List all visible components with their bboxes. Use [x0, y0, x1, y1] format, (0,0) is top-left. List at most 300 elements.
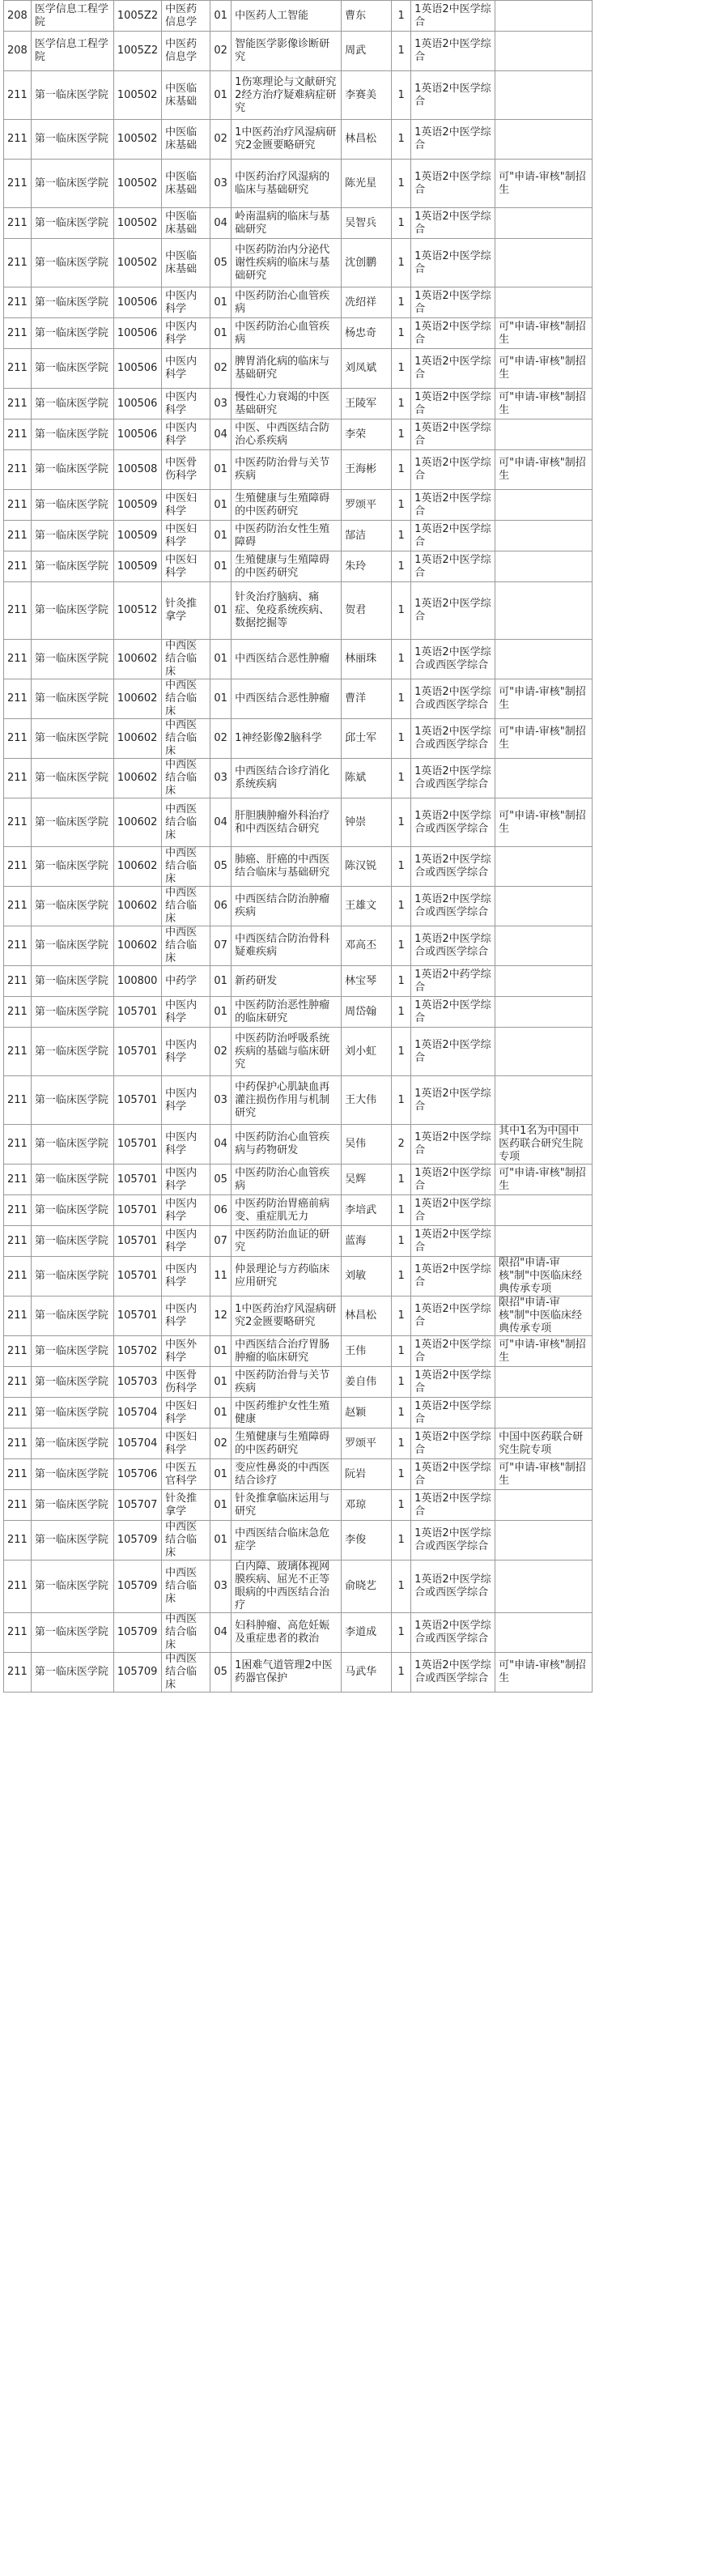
exam-subjects-cell: 1英语2中药学综合: [411, 966, 495, 997]
direction-cell: 中西医结合防治肿瘤疾病: [232, 887, 342, 926]
tutor-cell: 俞晓艺: [342, 1561, 392, 1613]
quota-cell: 1: [392, 1459, 411, 1490]
major-name-cell: 中医五官科学: [162, 1459, 210, 1490]
quota-cell: 1: [392, 419, 411, 450]
direction-code-cell: 01: [210, 318, 232, 349]
direction-code-cell: 04: [210, 1613, 232, 1653]
note-cell: [495, 1398, 593, 1429]
school-code-cell: 211: [4, 640, 32, 679]
table-row: [4, 389, 593, 419]
exam-subjects-cell: 1英语2中医学综合: [411, 1125, 495, 1165]
quota-cell: 1: [392, 349, 411, 389]
table-row: [4, 759, 593, 798]
tutor-cell: 王伟: [342, 1336, 392, 1367]
major-code-cell: 105701: [113, 1226, 161, 1257]
major-name-cell: 中医内科学: [162, 318, 210, 349]
school-code-cell: 211: [4, 1367, 32, 1398]
tutor-cell: 阮岩: [342, 1459, 392, 1490]
direction-code-cell: 01: [210, 640, 232, 679]
exam-subjects-cell: 1英语2中医学综合: [411, 450, 495, 490]
school-name-cell: 第一临床医学院: [31, 1028, 113, 1076]
tutor-cell: 李俊: [342, 1521, 392, 1561]
table-row: [4, 1165, 593, 1195]
direction-cell: 1中医药治疗风湿病研究2金匮要略研究: [232, 120, 342, 160]
tutor-cell: 王雄文: [342, 887, 392, 926]
quota-cell: 1: [392, 679, 411, 719]
note-cell: 可"申请-审核"制招生: [495, 160, 593, 208]
note-cell: [495, 32, 593, 71]
note-cell: [495, 1561, 593, 1613]
exam-subjects-cell: 1英语2中医学综合: [411, 1195, 495, 1226]
major-code-cell: 100506: [113, 318, 161, 349]
school-code-cell: 211: [4, 349, 32, 389]
school-code-cell: 211: [4, 1459, 32, 1490]
direction-code-cell: 04: [210, 798, 232, 847]
school-name-cell: 第一临床医学院: [31, 759, 113, 798]
note-cell: [495, 997, 593, 1028]
major-code-cell: 100502: [113, 71, 161, 120]
direction-code-cell: 05: [210, 1653, 232, 1692]
school-code-cell: 211: [4, 160, 32, 208]
quota-cell: 1: [392, 798, 411, 847]
school-name-cell: 第一临床医学院: [31, 1367, 113, 1398]
direction-code-cell: 02: [210, 120, 232, 160]
quota-cell: 1: [392, 1076, 411, 1125]
exam-subjects-cell: 1英语2中医学综合: [411, 1257, 495, 1297]
table-row: [4, 120, 593, 160]
major-name-cell: 中医妇科学: [162, 1429, 210, 1459]
school-code-cell: 211: [4, 582, 32, 640]
tutor-cell: 罗颂平: [342, 1429, 392, 1459]
table-row: [4, 1429, 593, 1459]
school-name-cell: 第一临床医学院: [31, 926, 113, 966]
school-code-cell: 211: [4, 1336, 32, 1367]
school-name-cell: 第一临床医学院: [31, 349, 113, 389]
exam-subjects-cell: 1英语2中医学综合: [411, 1367, 495, 1398]
major-code-cell: 105709: [113, 1561, 161, 1613]
quota-cell: 1: [392, 582, 411, 640]
major-name-cell: 中医临床基础: [162, 120, 210, 160]
major-code-cell: 100602: [113, 679, 161, 719]
tutor-cell: 杨忠奇: [342, 318, 392, 349]
exam-subjects-cell: 1英语2中医学综合: [411, 1, 495, 32]
quota-cell: 1: [392, 287, 411, 318]
quota-cell: 1: [392, 966, 411, 997]
major-name-cell: 针灸推拿学: [162, 582, 210, 640]
school-code-cell: 211: [4, 1429, 32, 1459]
note-cell: [495, 120, 593, 160]
major-name-cell: 中医内科学: [162, 1195, 210, 1226]
direction-code-cell: 01: [210, 1521, 232, 1561]
direction-cell: 中医药防治内分泌代谢性疾病的临床与基础研究: [232, 239, 342, 287]
major-name-cell: 中医骨伤科学: [162, 1367, 210, 1398]
quota-cell: 1: [392, 1429, 411, 1459]
tutor-cell: 王陵军: [342, 389, 392, 419]
major-name-cell: 中医内科学: [162, 1125, 210, 1165]
direction-cell: 中医药防治血证的研究: [232, 1226, 342, 1257]
direction-cell: 脾胃消化病的临床与基础研究: [232, 349, 342, 389]
direction-code-cell: 07: [210, 926, 232, 966]
quota-cell: 1: [392, 551, 411, 582]
direction-cell: 中西医结合防治骨科疑难疾病: [232, 926, 342, 966]
exam-subjects-cell: 1英语2中医学综合: [411, 389, 495, 419]
quota-cell: 1: [392, 490, 411, 521]
quota-cell: 1: [392, 450, 411, 490]
direction-code-cell: 01: [210, 551, 232, 582]
school-code-cell: 211: [4, 798, 32, 847]
school-name-cell: 第一临床医学院: [31, 719, 113, 759]
major-name-cell: 中医内科学: [162, 419, 210, 450]
exam-subjects-cell: 1英语2中医学综合: [411, 419, 495, 450]
table-row: [4, 521, 593, 551]
direction-code-cell: 01: [210, 1367, 232, 1398]
exam-subjects-cell: 1英语2中医学综合: [411, 1429, 495, 1459]
direction-code-cell: 01: [210, 679, 232, 719]
major-code-cell: 100509: [113, 551, 161, 582]
direction-cell: 中医药防治心血管疾病: [232, 1165, 342, 1195]
direction-code-cell: 01: [210, 1459, 232, 1490]
major-name-cell: 中医妇科学: [162, 1398, 210, 1429]
direction-code-cell: 02: [210, 349, 232, 389]
note-cell: 中国中医药联合研究生院专项: [495, 1429, 593, 1459]
direction-code-cell: 07: [210, 1226, 232, 1257]
table-row: [4, 419, 593, 450]
school-name-cell: 第一临床医学院: [31, 1653, 113, 1692]
direction-code-cell: 02: [210, 1429, 232, 1459]
school-code-cell: 211: [4, 1490, 32, 1521]
major-code-cell: 100602: [113, 926, 161, 966]
direction-code-cell: 01: [210, 1490, 232, 1521]
school-code-cell: 211: [4, 120, 32, 160]
quota-cell: 1: [392, 1195, 411, 1226]
note-cell: [495, 490, 593, 521]
major-code-cell: 1005Z2: [113, 32, 161, 71]
quota-cell: 1: [392, 120, 411, 160]
note-cell: 限招"申请-审核"制"中医临床经典传承专项: [495, 1257, 593, 1297]
major-name-cell: 中医内科学: [162, 1076, 210, 1125]
direction-code-cell: 01: [210, 582, 232, 640]
major-name-cell: 中西医结合临床: [162, 1521, 210, 1561]
exam-subjects-cell: 1英语2中医学综合: [411, 71, 495, 120]
direction-cell: 中医药防治骨与关节疾病: [232, 1367, 342, 1398]
quota-cell: 1: [392, 887, 411, 926]
major-name-cell: 中医临床基础: [162, 239, 210, 287]
school-code-cell: 211: [4, 679, 32, 719]
school-name-cell: 第一临床医学院: [31, 1429, 113, 1459]
major-name-cell: 中医内科学: [162, 1297, 210, 1336]
exam-subjects-cell: 1英语2中医学综合或西医学综合: [411, 1561, 495, 1613]
exam-subjects-cell: 1英语2中医学综合: [411, 521, 495, 551]
major-code-cell: 100509: [113, 521, 161, 551]
school-code-cell: 211: [4, 887, 32, 926]
quota-cell: 1: [392, 759, 411, 798]
tutor-cell: 吴智兵: [342, 208, 392, 239]
tutor-cell: 贺君: [342, 582, 392, 640]
major-code-cell: 100506: [113, 287, 161, 318]
school-name-cell: 第一临床医学院: [31, 1257, 113, 1297]
table-row: [4, 719, 593, 759]
major-code-cell: 100602: [113, 847, 161, 887]
direction-cell: 针灸治疗脑病、痛症、免疫系统疾病、数据挖掘等: [232, 582, 342, 640]
school-name-cell: 第一临床医学院: [31, 582, 113, 640]
direction-code-cell: 12: [210, 1297, 232, 1336]
quota-cell: 1: [392, 208, 411, 239]
direction-cell: 中西医结合恶性肿瘤: [232, 679, 342, 719]
school-name-cell: 第一临床医学院: [31, 1398, 113, 1429]
note-cell: [495, 966, 593, 997]
school-code-cell: 211: [4, 450, 32, 490]
major-code-cell: 100800: [113, 966, 161, 997]
tutor-cell: 沈创鹏: [342, 239, 392, 287]
direction-code-cell: 03: [210, 389, 232, 419]
quota-cell: 1: [392, 926, 411, 966]
table-row: [4, 1561, 593, 1613]
table-row: [4, 1613, 593, 1653]
direction-cell: 岭南温病的临床与基础研究: [232, 208, 342, 239]
direction-cell: 中西医结合恶性肿瘤: [232, 640, 342, 679]
school-code-cell: 211: [4, 847, 32, 887]
school-name-cell: 第一临床医学院: [31, 490, 113, 521]
major-code-cell: 105704: [113, 1429, 161, 1459]
exam-subjects-cell: 1英语2中医学综合: [411, 1165, 495, 1195]
tutor-cell: 曹洋: [342, 679, 392, 719]
school-name-cell: 第一临床医学院: [31, 1336, 113, 1367]
major-name-cell: 中医临床基础: [162, 71, 210, 120]
quota-cell: 1: [392, 1165, 411, 1195]
direction-cell: 中西医结合临床急危症学: [232, 1521, 342, 1561]
school-name-cell: 第一临床医学院: [31, 389, 113, 419]
direction-cell: 1伤寒理论与文献研究2经方治疗疑难病症研究: [232, 71, 342, 120]
major-name-cell: 中西医结合临床: [162, 847, 210, 887]
note-cell: 可"申请-审核"制招生: [495, 1653, 593, 1692]
exam-subjects-cell: 1英语2中医学综合: [411, 551, 495, 582]
major-code-cell: 105701: [113, 1028, 161, 1076]
direction-cell: 变应性鼻炎的中西医结合诊疗: [232, 1459, 342, 1490]
note-cell: 其中1名为中国中医药联合研究生院专项: [495, 1125, 593, 1165]
note-cell: 可"申请-审核"制招生: [495, 679, 593, 719]
note-cell: [495, 208, 593, 239]
school-code-cell: 208: [4, 1, 32, 32]
quota-cell: 2: [392, 1125, 411, 1165]
direction-cell: 中医、中西医结合防治心系疾病: [232, 419, 342, 450]
school-name-cell: 第一临床医学院: [31, 71, 113, 120]
direction-cell: 肺癌、肝癌的中西医结合临床与基础研究: [232, 847, 342, 887]
major-code-cell: 105706: [113, 1459, 161, 1490]
major-name-cell: 中西医结合临床: [162, 798, 210, 847]
school-code-cell: 211: [4, 490, 32, 521]
direction-code-cell: 06: [210, 1195, 232, 1226]
quota-cell: 1: [392, 1257, 411, 1297]
major-code-cell: 100602: [113, 719, 161, 759]
tutor-cell: 赵颖: [342, 1398, 392, 1429]
direction-cell: 生殖健康与生殖障碍的中医药研究: [232, 1429, 342, 1459]
major-name-cell: 中医内科学: [162, 1257, 210, 1297]
tutor-cell: 罗颂平: [342, 490, 392, 521]
school-name-cell: 第一临床医学院: [31, 1613, 113, 1653]
exam-subjects-cell: 1英语2中医学综合或西医学综合: [411, 926, 495, 966]
direction-cell: 中药保护心肌缺血再灌注损伤作用与机制研究: [232, 1076, 342, 1125]
quota-cell: 1: [392, 1613, 411, 1653]
direction-code-cell: 05: [210, 847, 232, 887]
major-code-cell: 105703: [113, 1367, 161, 1398]
major-code-cell: 100602: [113, 887, 161, 926]
quota-cell: 1: [392, 239, 411, 287]
school-code-cell: 211: [4, 208, 32, 239]
school-name-cell: 第一临床医学院: [31, 966, 113, 997]
direction-code-cell: 11: [210, 1257, 232, 1297]
direction-code-cell: 04: [210, 1125, 232, 1165]
direction-cell: 1困难气道管理2中医药器官保护: [232, 1653, 342, 1692]
note-cell: 可"申请-审核"制招生: [495, 349, 593, 389]
direction-cell: 中医药防治女性生殖障碍: [232, 521, 342, 551]
direction-code-cell: 02: [210, 32, 232, 71]
note-cell: 可"申请-审核"制招生: [495, 798, 593, 847]
table-row: [4, 1125, 593, 1165]
table-row: [4, 926, 593, 966]
tutor-cell: 周武: [342, 32, 392, 71]
direction-code-cell: 03: [210, 1076, 232, 1125]
direction-cell: 1神经影像2脑科学: [232, 719, 342, 759]
major-name-cell: 中医内科学: [162, 349, 210, 389]
major-code-cell: 100506: [113, 389, 161, 419]
direction-cell: 中西医结合治疗胃肠肿瘤的临床研究: [232, 1336, 342, 1367]
table-row: [4, 1653, 593, 1692]
major-code-cell: 100502: [113, 208, 161, 239]
table-row: [4, 1028, 593, 1076]
table-row: [4, 208, 593, 239]
major-code-cell: 105707: [113, 1490, 161, 1521]
direction-code-cell: 03: [210, 160, 232, 208]
exam-subjects-cell: 1英语2中医学综合: [411, 239, 495, 287]
table-row: [4, 1459, 593, 1490]
school-code-cell: 211: [4, 239, 32, 287]
quota-cell: 1: [392, 1653, 411, 1692]
direction-code-cell: 01: [210, 1398, 232, 1429]
direction-cell: 妇科肿瘤、高危妊娠及重症患者的救治: [232, 1613, 342, 1653]
table-row: [4, 1195, 593, 1226]
direction-cell: 中医药维护女性生殖健康: [232, 1398, 342, 1429]
direction-code-cell: 01: [210, 490, 232, 521]
tutor-cell: 李道成: [342, 1613, 392, 1653]
table-row: [4, 679, 593, 719]
note-cell: [495, 640, 593, 679]
note-cell: [495, 419, 593, 450]
table-row: [4, 887, 593, 926]
quota-cell: 1: [392, 1521, 411, 1561]
school-code-cell: 208: [4, 32, 32, 71]
note-cell: [495, 1367, 593, 1398]
school-name-cell: 第一临床医学院: [31, 318, 113, 349]
school-name-cell: 第一临床医学院: [31, 1165, 113, 1195]
direction-code-cell: 01: [210, 997, 232, 1028]
school-name-cell: 第一临床医学院: [31, 1490, 113, 1521]
table-row: [4, 997, 593, 1028]
table-row: [4, 1398, 593, 1429]
table-row: [4, 71, 593, 120]
note-cell: 可"申请-审核"制招生: [495, 719, 593, 759]
school-name-cell: 第一临床医学院: [31, 798, 113, 847]
tutor-cell: 邓高丕: [342, 926, 392, 966]
tutor-cell: 蓝海: [342, 1226, 392, 1257]
direction-cell: 中医药防治心血管疾病: [232, 287, 342, 318]
tutor-cell: 钟崇: [342, 798, 392, 847]
exam-subjects-cell: 1英语2中医学综合或西医学综合: [411, 679, 495, 719]
major-code-cell: 100602: [113, 798, 161, 847]
note-cell: [495, 1076, 593, 1125]
major-name-cell: 中医临床基础: [162, 160, 210, 208]
table-row: [4, 349, 593, 389]
direction-code-cell: 01: [210, 966, 232, 997]
table-row: [4, 1336, 593, 1367]
quota-cell: 1: [392, 389, 411, 419]
direction-code-cell: 01: [210, 287, 232, 318]
direction-code-cell: 05: [210, 1165, 232, 1195]
major-code-cell: 1005Z2: [113, 1, 161, 32]
table-row: [4, 1490, 593, 1521]
exam-subjects-cell: 1英语2中医学综合: [411, 120, 495, 160]
major-code-cell: 100508: [113, 450, 161, 490]
major-code-cell: 105701: [113, 1257, 161, 1297]
major-name-cell: 中医药信息学: [162, 1, 210, 32]
school-code-cell: 211: [4, 1297, 32, 1336]
direction-code-cell: 04: [210, 208, 232, 239]
direction-cell: 生殖健康与生殖障碍的中医药研究: [232, 551, 342, 582]
exam-subjects-cell: 1英语2中医学综合: [411, 287, 495, 318]
note-cell: [495, 926, 593, 966]
direction-cell: 白内障、玻璃体视网膜疾病、屈光不正等眼病的中西医结合治疗: [232, 1561, 342, 1613]
major-code-cell: 100502: [113, 120, 161, 160]
tutor-cell: 陈斌: [342, 759, 392, 798]
exam-subjects-cell: 1英语2中医学综合或西医学综合: [411, 887, 495, 926]
exam-subjects-cell: 1英语2中医学综合: [411, 1076, 495, 1125]
exam-subjects-cell: 1英语2中医学综合或西医学综合: [411, 759, 495, 798]
school-name-cell: 第一临床医学院: [31, 887, 113, 926]
table-row: [4, 287, 593, 318]
exam-subjects-cell: 1英语2中医学综合: [411, 1459, 495, 1490]
table-row: [4, 1521, 593, 1561]
tutor-cell: 李赛美: [342, 71, 392, 120]
direction-code-cell: 01: [210, 71, 232, 120]
direction-code-cell: 01: [210, 521, 232, 551]
quota-cell: 1: [392, 1561, 411, 1613]
tutor-cell: 李荣: [342, 419, 392, 450]
table-row: [4, 551, 593, 582]
school-code-cell: 211: [4, 1125, 32, 1165]
table-row: [4, 1226, 593, 1257]
direction-code-cell: 02: [210, 1028, 232, 1076]
quota-cell: 1: [392, 1367, 411, 1398]
school-code-cell: 211: [4, 389, 32, 419]
major-code-cell: 105701: [113, 1195, 161, 1226]
major-name-cell: 中医骨伤科学: [162, 450, 210, 490]
direction-code-cell: 04: [210, 419, 232, 450]
direction-cell: 中西医结合诊疗消化系统疾病: [232, 759, 342, 798]
school-code-cell: 211: [4, 1257, 32, 1297]
major-name-cell: 中医药信息学: [162, 32, 210, 71]
note-cell: [495, 287, 593, 318]
major-name-cell: 中西医结合临床: [162, 926, 210, 966]
note-cell: 可"申请-审核"制招生: [495, 389, 593, 419]
direction-cell: 1中医药治疗风湿病研究2金匮要略研究: [232, 1297, 342, 1336]
school-name-cell: 第一临床医学院: [31, 450, 113, 490]
note-cell: [495, 239, 593, 287]
note-cell: [495, 1195, 593, 1226]
major-name-cell: 中西医结合临床: [162, 640, 210, 679]
direction-cell: 新药研发: [232, 966, 342, 997]
major-name-cell: 中医临床基础: [162, 208, 210, 239]
quota-cell: 1: [392, 1, 411, 32]
major-code-cell: 105709: [113, 1521, 161, 1561]
